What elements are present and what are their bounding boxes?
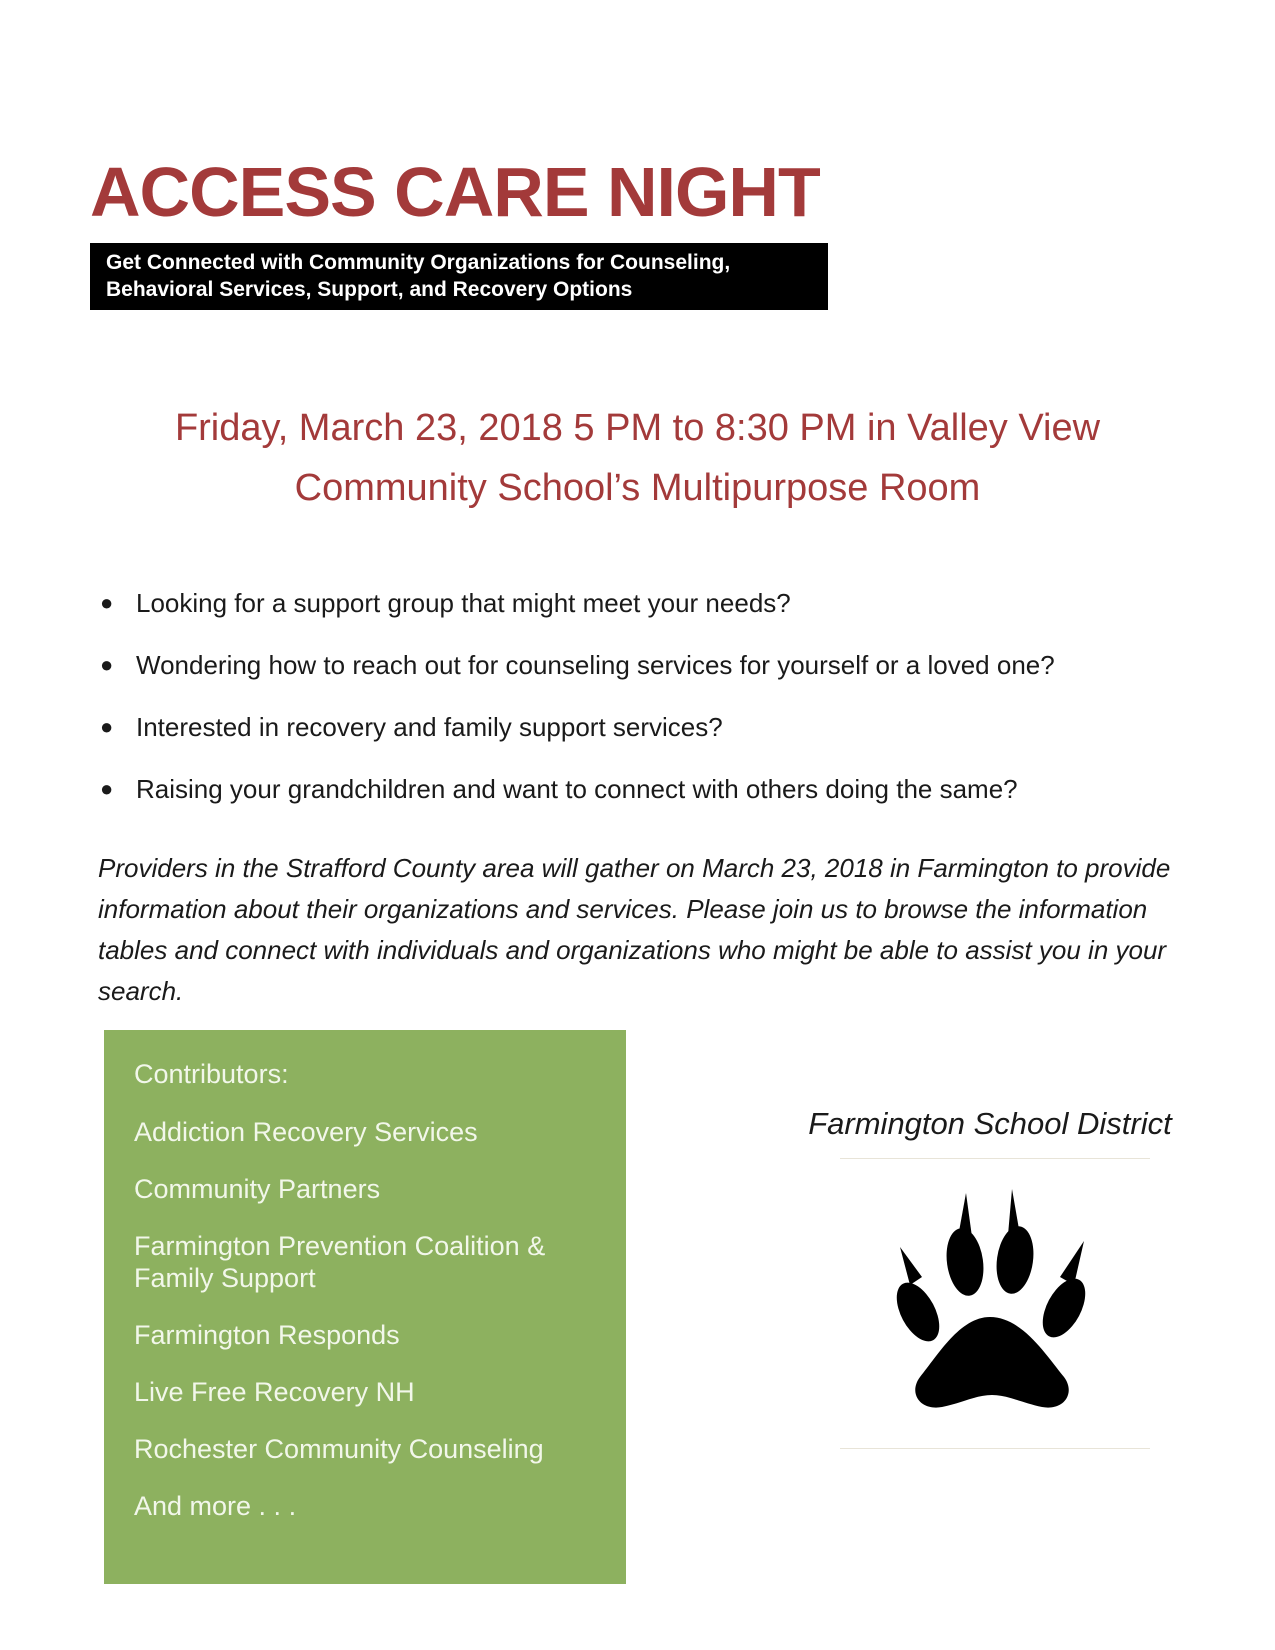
toe-pad (992, 1224, 1037, 1296)
question-text: Raising your grandchildren and want to connect with others doing the same? (136, 774, 1018, 804)
bullet-icon: ● (100, 714, 114, 739)
contributors-box (104, 1030, 626, 1584)
list-item (100, 774, 1210, 836)
divider (840, 1448, 1150, 1449)
contributors-heading: Contributors: (134, 1059, 289, 1089)
subtitle-line-1: Get Connected with Community Organizations for Counseling, (106, 251, 731, 274)
question-text: Wondering how to reach out for counseling services for yourself or a loved one? (136, 650, 1055, 680)
bullet-icon: ● (100, 776, 114, 801)
bullet-icon: ● (100, 652, 114, 677)
list-item: And more . . . (134, 1491, 297, 1521)
sponsor-name: Farmington School District (808, 1106, 1172, 1141)
list-item (100, 712, 1210, 774)
toe-pad (888, 1276, 948, 1348)
list-item: Farmington Prevention Coalition & Family Support (134, 1231, 546, 1293)
event-date-time: Friday, March 23, 2018 5 PM to 8:30 PM in Valley View (174, 407, 1101, 449)
toe-pad (1034, 1272, 1094, 1344)
event-location: Community School’s Multipurpose Room (294, 467, 981, 509)
contributors-list (134, 1116, 596, 1522)
question-list (100, 588, 1210, 836)
toe-pad (942, 1226, 987, 1298)
paw-print-icon (880, 1185, 1110, 1415)
list-item: Rochester Community Counseling (134, 1434, 544, 1464)
list-item: Community Partners (134, 1174, 381, 1204)
list-item (100, 588, 1210, 650)
list-item: Addiction Recovery Services (134, 1117, 478, 1147)
divider (840, 1158, 1150, 1159)
question-text: Looking for a support group that might meet your needs? (136, 588, 791, 618)
page-title: ACCESS CARE NIGHT (90, 153, 820, 231)
subtitle-banner (90, 243, 828, 310)
question-text: Interested in recovery and family support services? (136, 712, 723, 742)
event-description: Providers in the Strafford County area will gather on March 23, 2018 in Farmington to provide information about their organizations and services. Please join us to browse the information tables and connect with individuals and organizations who might be able to assist you in your search. (98, 853, 1171, 1006)
list-item: Live Free Recovery NH (134, 1377, 415, 1407)
subtitle-line-2: Behavioral Services, Support, and Recovery Options (106, 278, 633, 301)
list-item (100, 650, 1210, 712)
event-details (90, 398, 1185, 518)
claw-shape (900, 1247, 922, 1285)
list-item: Farmington Responds (134, 1320, 400, 1350)
claw-shape (1060, 1241, 1084, 1285)
bullet-icon: ● (100, 590, 114, 615)
